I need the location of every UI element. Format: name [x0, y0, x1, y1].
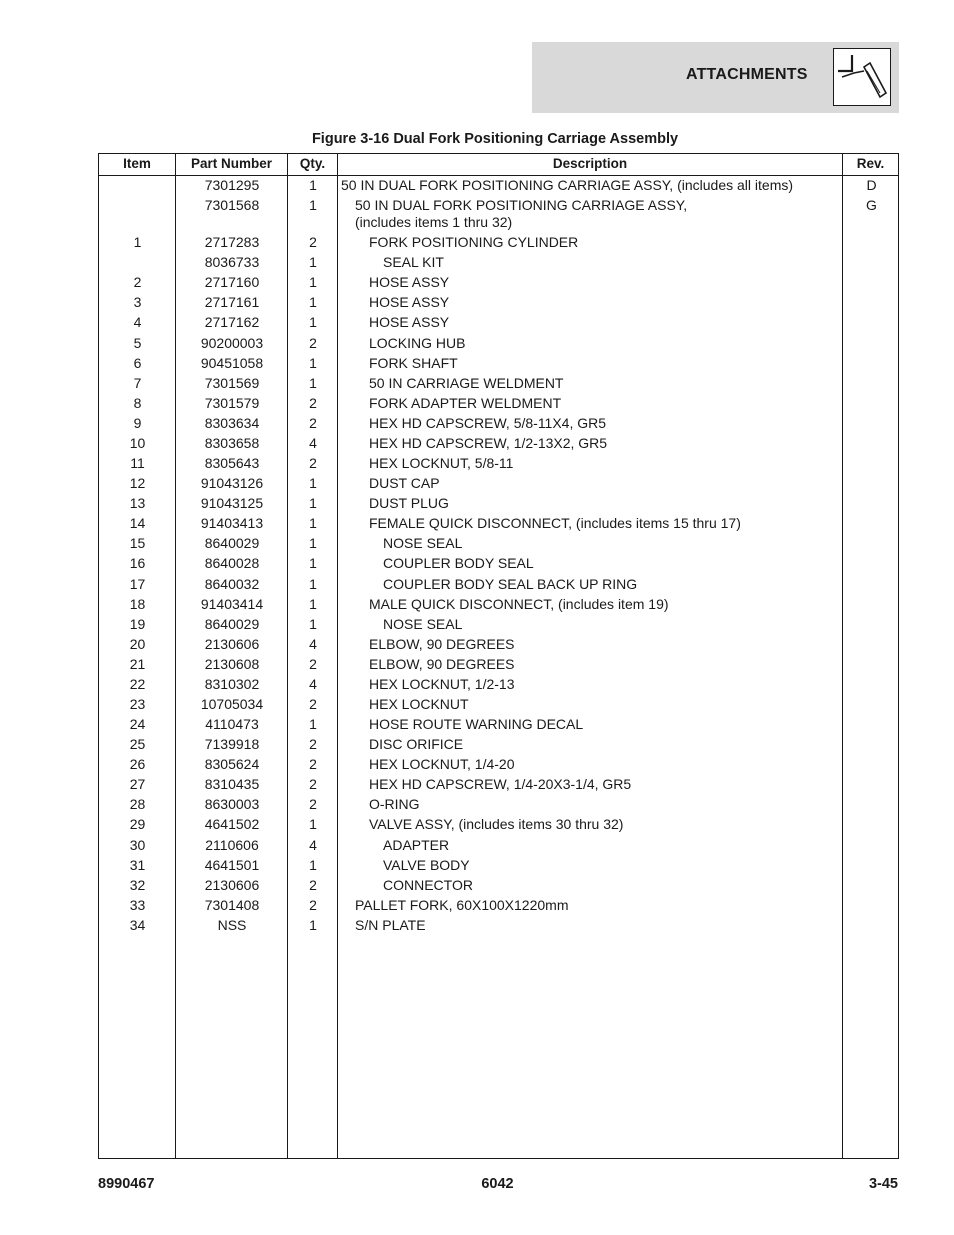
item-number: 3: [133, 294, 142, 311]
description: O-RING: [369, 796, 420, 813]
description: S/N PLATE: [355, 916, 426, 933]
item-number: 32: [129, 876, 146, 893]
item-number: 17: [129, 575, 146, 592]
item-number: 31: [129, 856, 146, 873]
quantity: 1: [309, 916, 317, 933]
description: HEX HD CAPSCREW, 1/4-20X3-1/4, GR5: [369, 776, 632, 793]
column-header-part-number: Part Number: [190, 156, 273, 171]
part-number: 7301568: [204, 197, 260, 214]
description: HEX HD CAPSCREW, 1/2-13X2, GR5: [369, 434, 608, 451]
quantity: 4: [309, 836, 317, 853]
item-number: 9: [133, 414, 142, 431]
description: VALVE ASSY, (includes items 30 thru 32): [369, 816, 624, 833]
part-number: 8630003: [204, 796, 260, 813]
part-number: 2110606: [205, 836, 259, 853]
part-number: 90200003: [200, 334, 264, 351]
part-number: 91043125: [200, 495, 264, 512]
item-number: 26: [129, 756, 146, 773]
section-title: ATTACHMENTS: [686, 66, 808, 83]
item-number: 18: [129, 595, 146, 612]
quantity: 4: [309, 675, 317, 692]
quantity: 2: [309, 655, 317, 672]
part-number: 7301569: [204, 374, 260, 391]
part-number: 4110473: [205, 716, 259, 733]
quantity: 1: [309, 314, 317, 331]
item-number: 14: [129, 515, 146, 532]
item-number: 10: [129, 434, 146, 451]
part-number: 8640029: [204, 535, 260, 552]
quantity: 1: [309, 254, 317, 271]
item-number: 1: [133, 234, 142, 251]
quantity: 1: [309, 615, 317, 632]
item-number: 11: [130, 455, 145, 472]
part-number: 8310302: [204, 675, 260, 692]
quantity: 2: [309, 756, 317, 773]
description: COUPLER BODY SEAL BACK UP RING: [383, 575, 638, 592]
quantity: 4: [309, 635, 317, 652]
item-number: 16: [129, 555, 146, 572]
description: FORK SHAFT: [369, 354, 458, 371]
quantity: 1: [309, 177, 317, 193]
quantity: 2: [309, 796, 317, 813]
description: FORK POSITIONING CYLINDER: [369, 234, 579, 251]
item-number: 23: [129, 696, 146, 712]
part-number: 91403413: [200, 515, 264, 532]
quantity: 1: [309, 856, 317, 873]
quantity: 2: [309, 334, 317, 351]
part-number: 2130606: [204, 876, 260, 893]
quantity: 2: [309, 896, 317, 913]
item-number: 34: [129, 916, 146, 933]
part-number: 90451058: [200, 354, 264, 371]
quantity: 2: [309, 776, 317, 793]
column-header-rev: Rev.: [856, 156, 885, 171]
description: PALLET FORK, 60X100X1220mm: [355, 896, 569, 913]
quantity: 1: [309, 374, 317, 391]
item-number: 19: [129, 615, 146, 632]
description: ELBOW, 90 DEGREES: [369, 655, 515, 672]
description-continued: (includes items 1 thru 32): [355, 214, 513, 231]
quantity: 1: [309, 294, 317, 311]
part-number: 4641502: [204, 816, 260, 833]
item-number: 2: [133, 274, 142, 291]
quantity: 1: [309, 274, 317, 291]
quantity: 2: [309, 876, 317, 893]
description: SEAL KIT: [383, 254, 444, 271]
part-number: 8640032: [204, 575, 260, 592]
quantity: 1: [309, 495, 317, 512]
quantity: 1: [309, 555, 317, 572]
part-number: 4641501: [204, 856, 260, 873]
description: HEX LOCKNUT, 1/4-20: [369, 756, 515, 773]
part-number: NSS: [217, 916, 247, 933]
item-number: 25: [129, 736, 146, 753]
item-number: 24: [129, 716, 146, 733]
quantity: 2: [309, 736, 317, 753]
column-header-qty: Qty.: [299, 156, 326, 171]
description: HEX LOCKNUT, 5/8-11: [369, 455, 514, 472]
part-number: 7139918: [204, 736, 260, 753]
description: HOSE ASSY: [369, 294, 450, 311]
part-number: 8303658: [204, 434, 260, 451]
model-number: 6042: [481, 1176, 514, 1192]
description: COUPLER BODY SEAL: [383, 555, 534, 572]
part-number: 8305643: [204, 455, 260, 472]
description: FEMALE QUICK DISCONNECT, (includes items 15 thru 17): [369, 515, 741, 532]
part-number: 7301408: [204, 896, 260, 913]
figure-title: Figure 3-16 Dual Fork Positioning Carriage Assembly: [311, 131, 679, 147]
description: 50 IN CARRIAGE WELDMENT: [369, 374, 564, 391]
description: LOCKING HUB: [369, 334, 466, 351]
item-number: 27: [129, 776, 146, 793]
item-number: 33: [129, 896, 146, 913]
description: ELBOW, 90 DEGREES: [369, 635, 515, 652]
description: DUST CAP: [369, 475, 440, 492]
description: CONNECTOR: [383, 876, 473, 893]
quantity: 1: [309, 515, 317, 532]
quantity: 1: [309, 575, 317, 592]
description: 50 IN DUAL FORK POSITIONING CARRIAGE ASSY,: [355, 197, 688, 214]
part-number: 8640028: [204, 555, 260, 572]
item-number: 6: [133, 354, 142, 371]
quantity: 1: [309, 816, 317, 833]
item-number: 21: [129, 655, 146, 672]
description: NOSE SEAL: [383, 615, 463, 632]
quantity: 2: [309, 234, 317, 251]
part-number: 91403414: [200, 595, 264, 612]
quantity: 1: [309, 197, 317, 214]
item-number: 8: [133, 394, 142, 411]
revision: G: [866, 197, 877, 214]
part-number: 2130606: [204, 635, 260, 652]
part-number: 2717162: [204, 314, 260, 331]
part-number: 2717161: [204, 294, 260, 311]
quantity: 1: [309, 595, 317, 612]
part-number: 2717160: [204, 274, 260, 291]
description: MALE QUICK DISCONNECT, (includes item 19): [369, 595, 669, 612]
part-number: 7301295: [204, 177, 260, 193]
description: HEX LOCKNUT: [369, 696, 469, 712]
item-number: 13: [129, 495, 146, 512]
description: NOSE SEAL: [383, 535, 463, 552]
item-number: 5: [133, 334, 142, 351]
item-number: 7: [133, 374, 142, 391]
part-number: 10705034: [200, 696, 264, 712]
item-number: 12: [129, 475, 146, 492]
part-number: 91043126: [200, 475, 264, 492]
page-number: 3-45: [868, 1176, 898, 1192]
part-number: 8036733: [204, 254, 260, 271]
description: HOSE ROUTE WARNING DECAL: [369, 716, 584, 733]
description: 50 IN DUAL FORK POSITIONING CARRIAGE ASSY, (includes all items): [341, 177, 794, 193]
description: ADAPTER: [383, 836, 450, 853]
column-header-item: Item: [123, 156, 151, 171]
column-header-description: Description: [552, 156, 628, 171]
description: HEX LOCKNUT, 1/2-13: [369, 675, 515, 692]
part-number: 8305624: [204, 756, 260, 773]
part-number: 2130608: [204, 655, 260, 672]
parts-table: [98, 153, 899, 1159]
description: DISC ORIFICE: [369, 736, 464, 753]
quantity: 1: [309, 354, 317, 371]
item-number: 20: [129, 635, 146, 652]
quantity: 2: [309, 696, 317, 712]
item-number: 29: [129, 816, 146, 833]
quantity: 1: [309, 535, 317, 552]
quantity: 1: [309, 716, 317, 733]
item-number: 15: [129, 535, 146, 552]
item-number: 30: [129, 836, 146, 853]
revision: D: [866, 177, 877, 193]
item-number: 22: [129, 675, 146, 692]
part-number: 2717283: [204, 234, 260, 251]
part-number: 8310435: [204, 776, 260, 793]
description: HOSE ASSY: [369, 274, 450, 291]
description: HEX HD CAPSCREW, 5/8-11X4, GR5: [369, 414, 607, 431]
part-number: 7301579: [204, 394, 260, 411]
quantity: 1: [309, 475, 317, 492]
quantity: 4: [309, 434, 317, 451]
item-number: 28: [129, 796, 146, 813]
part-number: 8303634: [204, 414, 260, 431]
description: VALVE BODY: [383, 856, 470, 873]
document-number: 8990467: [98, 1176, 155, 1192]
description: DUST PLUG: [369, 495, 449, 512]
part-number: 8640029: [204, 615, 260, 632]
quantity: 2: [309, 414, 317, 431]
item-number: 4: [133, 314, 142, 331]
quantity: 2: [309, 455, 317, 472]
quantity: 2: [309, 394, 317, 411]
fork-attachment-icon: [833, 48, 891, 106]
description: FORK ADAPTER WELDMENT: [369, 394, 562, 411]
description: HOSE ASSY: [369, 314, 450, 331]
